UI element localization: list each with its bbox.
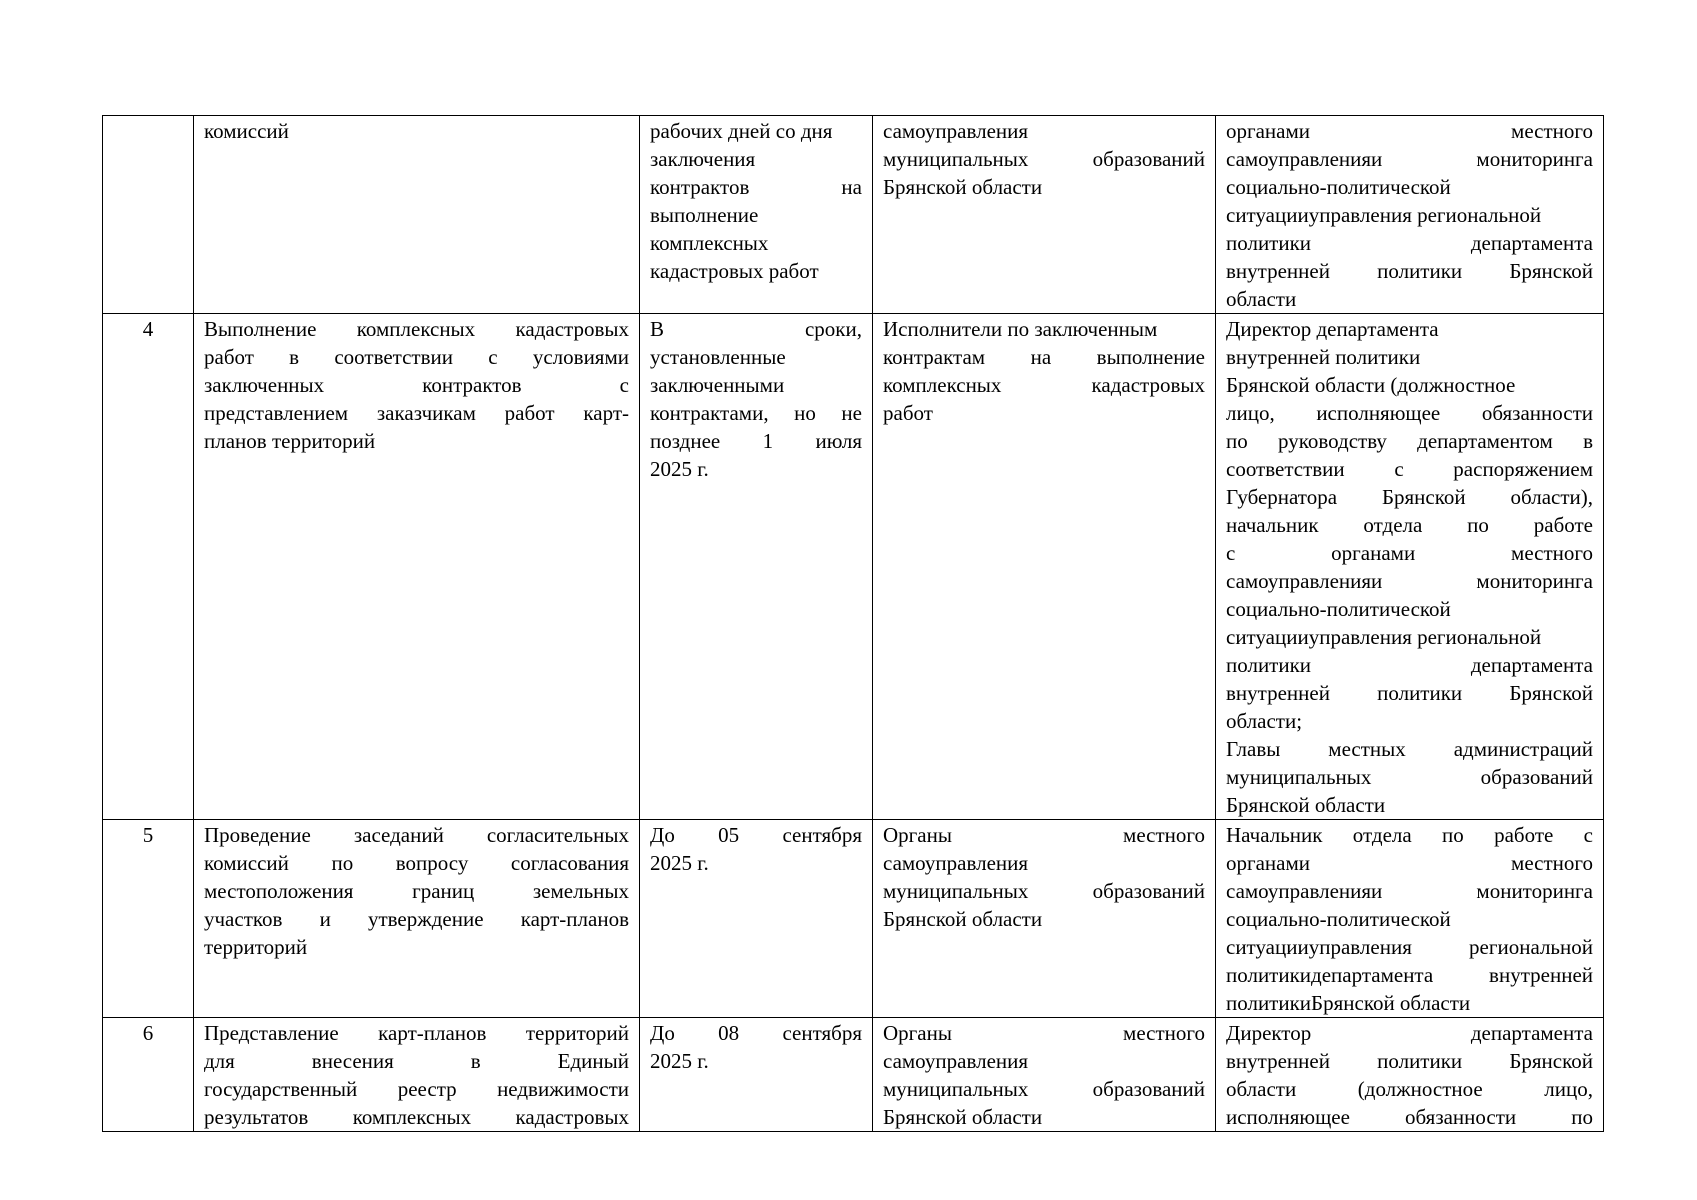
deadline-text-line: 2025 г. — [650, 457, 709, 481]
responsible-text-line: органами местного — [1226, 851, 1593, 875]
row-number-cell — [103, 116, 194, 314]
responsible-text-line: самоуправленияи мониторинга — [1226, 147, 1593, 171]
responsible-text-line: самоуправленияи мониторинга — [1226, 879, 1593, 903]
responsible-text-line: политикиБрянской области — [1226, 991, 1471, 1015]
row-number-cell: 5 — [103, 820, 194, 1018]
action-cell — [194, 1018, 640, 1132]
executor-text-line: Брянской области — [883, 1105, 1043, 1129]
responsible-text-line: политикидепартамента внутренней — [1226, 963, 1593, 987]
action-text-line: для внесения в Единый — [204, 1049, 629, 1073]
executor-cell — [873, 820, 1216, 1018]
responsible-text-line: области — [1226, 287, 1297, 311]
action-text-line: результатов комплексных кадастровых — [204, 1105, 629, 1129]
deadline-cell — [640, 820, 873, 1018]
responsible-text-line: Директор департамента — [1226, 1021, 1593, 1045]
action-text-line: территорий — [204, 935, 308, 959]
responsible-text-line: социально-политической — [1226, 597, 1451, 621]
deadline-text-line: выполнение — [650, 203, 759, 227]
executor-cell — [873, 116, 1216, 314]
executor-text-line: муниципальных образований — [883, 879, 1205, 903]
responsible-text-line: области (должностное лицо, — [1226, 1077, 1593, 1101]
action-text-line: заключенных контрактов с — [204, 373, 629, 397]
responsible-text-line: Начальник отдела по работе с — [1226, 823, 1593, 847]
action-text-line: Проведение заседаний согласительных — [204, 823, 629, 847]
responsible-text-line: Губернатора Брянской области), — [1226, 485, 1593, 509]
deadline-text-line: До 08 сентября — [650, 1021, 862, 1045]
action-text-line: работ в соответствии с условиями — [204, 345, 629, 369]
responsible-text-line: исполняющее обязанности по — [1226, 1105, 1593, 1129]
responsible-cell — [1216, 1018, 1604, 1132]
responsible-cell — [1216, 314, 1604, 820]
executor-text-line: работ — [883, 401, 933, 425]
deadline-text-line: заключения — [650, 147, 756, 171]
executor-cell — [873, 1018, 1216, 1132]
deadline-text-line: кадастровых работ — [650, 259, 819, 283]
responsible-text-line: начальник отдела по работе — [1226, 513, 1593, 537]
deadline-text-line: 2025 г. — [650, 1049, 709, 1073]
responsible-text-line: внутренней политики Брянской — [1226, 259, 1593, 283]
responsible-text-line: внутренней политики — [1226, 345, 1421, 369]
deadline-text-line: В сроки, — [650, 317, 862, 341]
action-text-line: участков и утверждение карт-планов — [204, 907, 629, 931]
executor-text-line: Брянской области — [883, 907, 1043, 931]
action-text-line: комиссий по вопросу согласования — [204, 851, 629, 875]
deadline-text-line: контрактов на — [650, 175, 862, 199]
plan-table — [102, 115, 1604, 1132]
action-cell — [194, 116, 640, 314]
action-cell — [194, 820, 640, 1018]
executor-text-line: Органы местного — [883, 823, 1205, 847]
row-number-cell: 4 — [103, 314, 194, 820]
responsible-text-line: по руководству департаментом в — [1226, 429, 1593, 453]
table-row — [103, 1018, 1604, 1132]
deadline-text-line: контрактами, но не — [650, 401, 862, 425]
executor-text-line: муниципальных образований — [883, 147, 1205, 171]
responsible-text-line: самоуправленияи мониторинга — [1226, 569, 1593, 593]
responsible-text-line: Директор департамента — [1226, 317, 1439, 341]
responsible-text-line: муниципальных образований — [1226, 765, 1593, 789]
row-number-cell: 6 — [103, 1018, 194, 1132]
plan-table-body — [103, 116, 1604, 1132]
executor-text-line: самоуправления — [883, 1049, 1029, 1073]
action-text-line: комиссий — [204, 119, 289, 143]
action-text-line: государственный реестр недвижимости — [204, 1077, 629, 1101]
deadline-cell — [640, 116, 873, 314]
responsible-text-line: Брянской области (должностное — [1226, 373, 1516, 397]
executor-text-line: Органы местного — [883, 1021, 1205, 1045]
deadline-text-line: рабочих дней со дня — [650, 119, 833, 143]
deadline-text-line: комплексных — [650, 231, 769, 255]
executor-cell — [873, 314, 1216, 820]
deadline-text-line: До 05 сентября — [650, 823, 862, 847]
executor-text-line: Исполнители по заключенным — [883, 317, 1158, 341]
executor-text-line: самоуправления — [883, 119, 1029, 143]
responsible-text-line: внутренней политики Брянской — [1226, 681, 1593, 705]
executor-text-line: самоуправления — [883, 851, 1029, 875]
action-text-line: Представление карт-планов территорий — [204, 1021, 629, 1045]
responsible-text-line: Брянской области — [1226, 793, 1386, 817]
responsible-text-line: социально-политической — [1226, 175, 1451, 199]
responsible-text-line: с органами местного — [1226, 541, 1593, 565]
action-cell — [194, 314, 640, 820]
action-text-line: представлением заказчикам работ карт- — [204, 401, 629, 425]
responsible-text-line: политики департамента — [1226, 231, 1593, 255]
responsible-text-line: органами местного — [1226, 119, 1593, 143]
executor-text-line: Брянской области — [883, 175, 1043, 199]
responsible-text-line: политики департамента — [1226, 653, 1593, 677]
responsible-cell — [1216, 820, 1604, 1018]
responsible-text-line: области; — [1226, 709, 1303, 733]
responsible-text-line: ситуацииуправления региональной — [1226, 625, 1542, 649]
table-row — [103, 314, 1604, 820]
deadline-text-line: 2025 г. — [650, 851, 709, 875]
deadline-cell — [640, 1018, 873, 1132]
action-text-line: планов территорий — [204, 429, 376, 453]
action-text-line: местоположения границ земельных — [204, 879, 629, 903]
table-row — [103, 820, 1604, 1018]
responsible-text-line: ситуацииуправления региональной — [1226, 935, 1593, 959]
responsible-text-line: внутренней политики Брянской — [1226, 1049, 1593, 1073]
action-text-line: Выполнение комплексных кадастровых — [204, 317, 629, 341]
executor-text-line: комплексных кадастровых — [883, 373, 1205, 397]
executor-text-line: контрактам на выполнение — [883, 345, 1205, 369]
deadline-text-line: установленные — [650, 345, 786, 369]
deadline-cell — [640, 314, 873, 820]
deadline-text-line: заключенными — [650, 373, 785, 397]
responsible-text-line: Главы местных администраций — [1226, 737, 1593, 761]
table-row — [103, 116, 1604, 314]
executor-text-line: муниципальных образований — [883, 1077, 1205, 1101]
responsible-text-line: соответствии с распоряжением — [1226, 457, 1593, 481]
responsible-text-line: ситуацииуправления региональной — [1226, 203, 1542, 227]
responsible-text-line: социально-политической — [1226, 907, 1451, 931]
responsible-cell — [1216, 116, 1604, 314]
deadline-text-line: позднее 1 июля — [650, 429, 862, 453]
responsible-text-line: лицо, исполняющее обязанности — [1226, 401, 1593, 425]
